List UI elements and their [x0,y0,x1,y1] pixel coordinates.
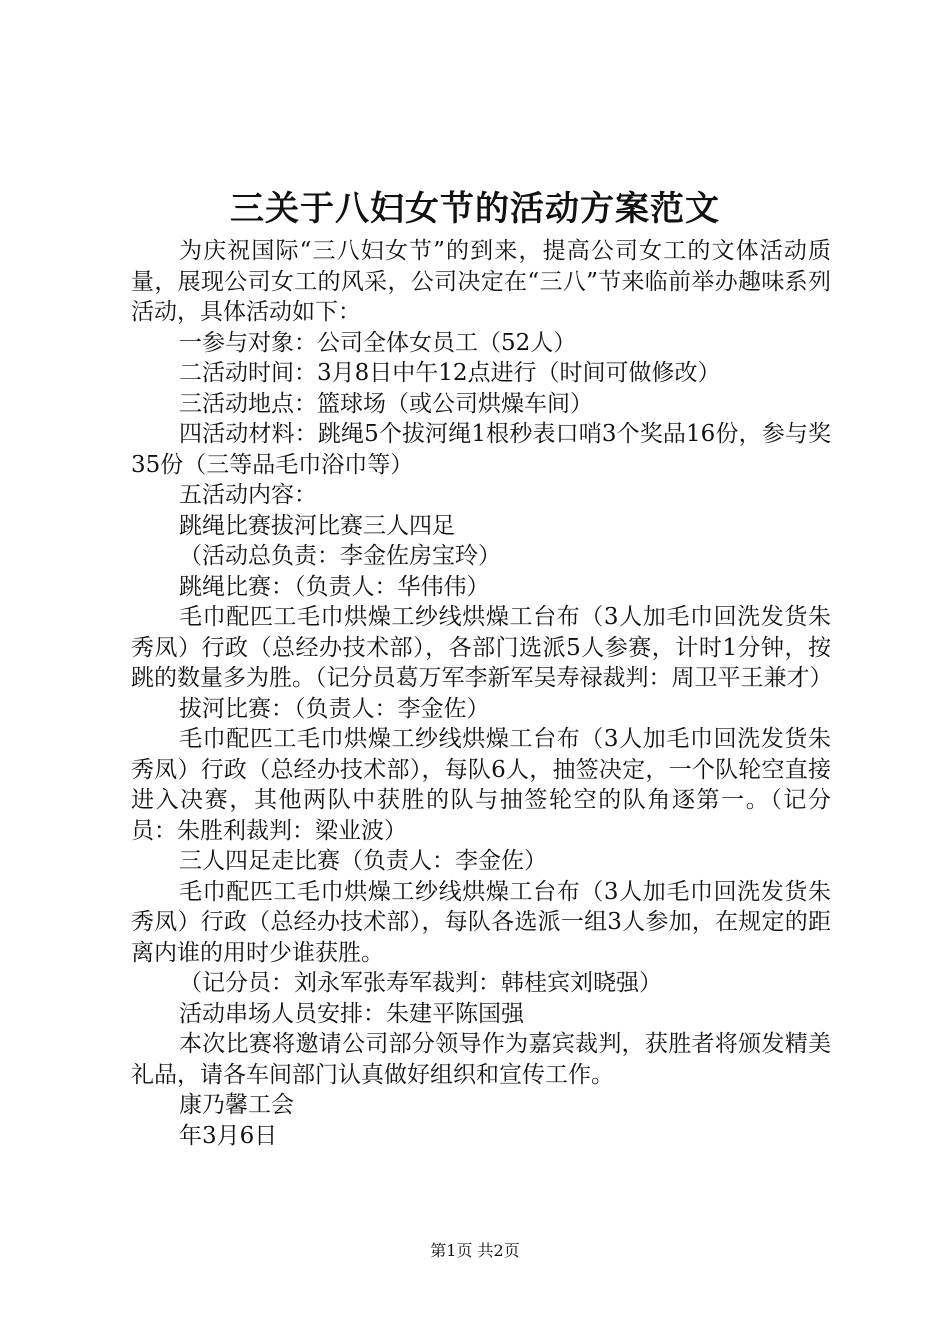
paragraph-time: 二活动时间：3月8日中午12点进行（时间可做修改） [179,360,721,386]
paragraph-content-heading: 五活动内容： [179,482,317,508]
paragraph-three-legged-judges: （记分员：刘永军张寿军裁判：韩桂宾刘晓强） [179,970,662,996]
paragraph-tug-of-war-details: 毛巾配匹工毛巾烘燥工纱线烘燥工台布（3人加毛巾回洗发货朱秀凤）行政（总经办技术部），每队6人，抽签决定，一个队轮空直接进入决赛，其他两队中获胜的队与抽签轮空的队角逐第一。（记分员：朱胜利裁判：梁业波） [131,726,831,844]
paragraph-materials: 四活动材料：跳绳5个拔河绳1根秒表口哨3个奖品16份，参与奖35份（三等品毛巾浴巾等） [131,421,831,478]
paragraph-overall-lead: （活动总负责：李金佐房宝玲） [179,543,501,569]
paragraph-host-arrangement: 活动串场人员安排：朱建平陈国强 [179,1000,524,1027]
paragraph-tug-of-war-heading: 拔河比赛：（负责人：李金佐） [179,695,490,722]
paragraph-participants: 一参与对象：公司全体女员工（52人） [179,329,577,356]
paragraph-three-legged-details: 毛巾配匹工毛巾烘燥工纱线烘燥工台布（3人加毛巾回洗发货朱秀凤）行政（总经办技术部），每队各选派一组3人参加，在规定的距离内谁的用时少谁获胜。 [131,878,831,966]
paragraph-event-list: 跳绳比赛拔河比赛三人四足 [179,512,455,539]
paragraph-three-legged-heading: 三人四足走比赛（负责人：李金佐） [179,848,547,874]
paragraph-date: 年3月6日 [179,1122,278,1149]
paragraph-intro: 为庆祝国际“三八妇女节”的到来，提高公司女工的文体活动质量，展现公司女工的风采，公司决定在“三八”节来临前举办趣味系列活动，具体活动如下： [131,238,831,325]
document-body [131,236,831,1151]
paragraph-signature: 康乃馨工会 [179,1092,294,1118]
paragraph-location: 三活动地点：篮球场（或公司烘燥车间） [179,390,593,417]
paragraph-rope-skipping-heading: 跳绳比赛：（负责人：华伟伟） [179,573,490,600]
page-footer: 第1页 共2页 [430,1241,520,1260]
paragraph-closing: 本次比赛将邀请公司部分领导作为嘉宾裁判，获胜者将颁发精美礼品，请各车间部门认真做好组织和宣传工作。 [131,1031,831,1088]
document-title: 三关于八妇女节的活动方案范文 [230,189,720,229]
paragraph-rope-skipping-details: 毛巾配匹工毛巾烘燥工纱线烘燥工台布（3人加毛巾回洗发货朱秀凤）行政（总经办技术部），各部门选派5人参赛，计时1分钟，按跳的数量多为胜。（记分员葛万军李新军吴寿禄裁判：周卫平王兼才） [131,604,833,691]
